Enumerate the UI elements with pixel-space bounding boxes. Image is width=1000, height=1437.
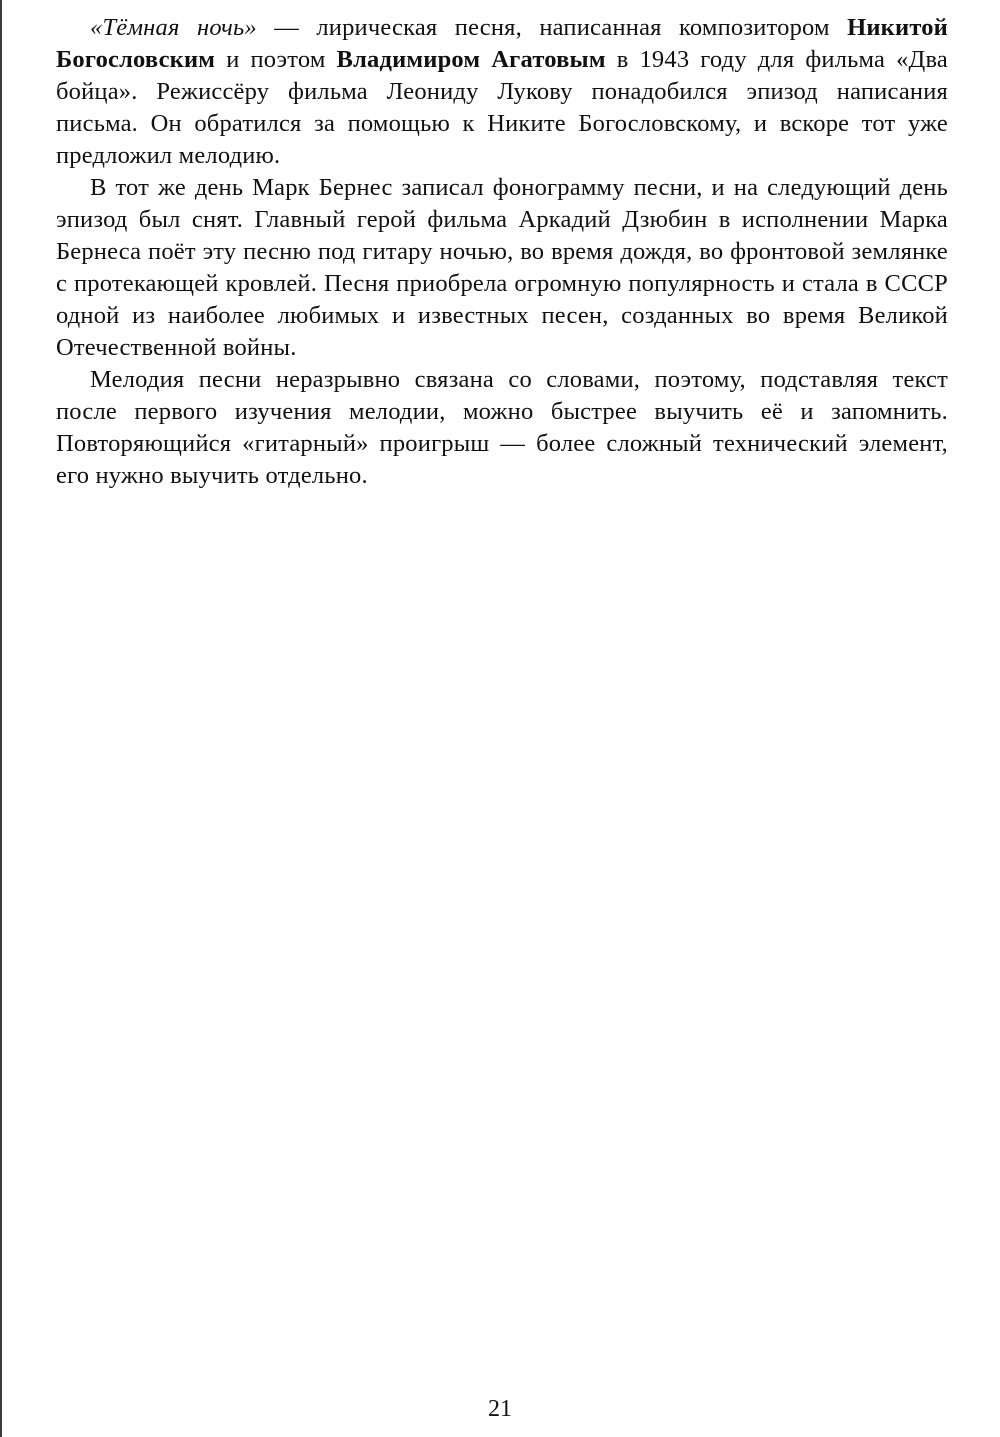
text-block [56,12,948,492]
text-segment: Мелодия песни неразрывно связана со словами, поэтому, подставляя текст после первого изучения мелодии, можно быстрее выучить её и запомнить. Повторяющийся «гитарный» проигрыш — более сложный технический элемент, его нужно выучить отдельно. [56,366,948,489]
scan-edge-line [0,0,2,1437]
text-segment: и поэтом [215,46,337,73]
composer-name-text: Никитой Богословским [56,14,948,73]
text-segment: в 1943 году для фильма «Два бойца». Режиссёру фильма Леониду Лукову понадобился эпизод написания письма. Он обратился за помощью к Никите Богословскому, и вскоре тот уже предложил мелодию. [56,46,948,169]
song-title-text: «Тёмная ночь» [90,14,257,41]
paragraph-melody [56,364,948,492]
page-number: 21 [488,1396,512,1422]
text-segment: В тот же день Марк Бернес записал фонограмму песни, и на следующий день эпизод был снят. Главный герой фильма Аркадий Дзюбин в исполнении Марка Бернеса поёт эту песню под гитару ночью, во время дождя, во фронтовой землянке с протекающей кровлей. Песня приобрела огромную популярность и стала в СССР одной из наиболее любимых и известных песен, созданных во время Великой Отечественной войны. [56,174,948,361]
text-segment: — лирическая песня, написанная композитором [256,14,848,41]
paragraph-intro [56,12,948,172]
paragraph-history [56,172,948,364]
poet-name-text: Владимиром Агатовым [336,46,606,73]
